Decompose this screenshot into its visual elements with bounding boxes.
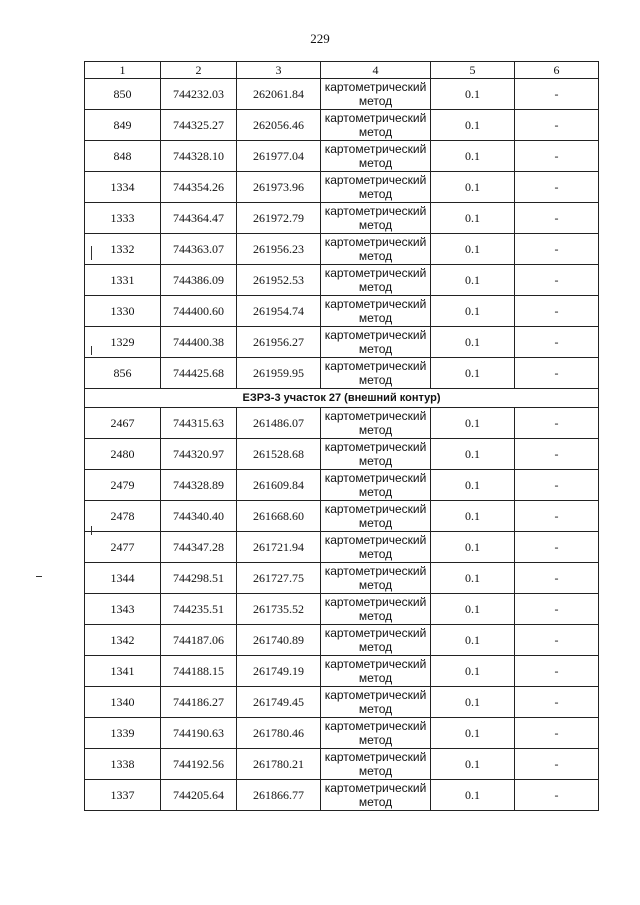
accuracy-cell: 0.1 (431, 656, 515, 687)
x-coordinate-cell: 744328.10 (161, 141, 237, 172)
y-coordinate-cell: 261956.27 (237, 327, 321, 358)
y-coordinate-cell: 261866.77 (237, 780, 321, 811)
column-header: 4 (321, 62, 431, 79)
note-cell: - (515, 625, 599, 656)
scan-mark (36, 576, 42, 577)
method-line-1: картометрический (324, 204, 427, 218)
accuracy-cell: 0.1 (431, 327, 515, 358)
method-line-2: метод (358, 156, 393, 170)
accuracy-cell: 0.1 (431, 265, 515, 296)
accuracy-cell: 0.1 (431, 408, 515, 439)
table-row (85, 141, 599, 172)
note-cell: - (515, 265, 599, 296)
method-line-1: картометрический (324, 595, 427, 609)
y-coordinate-cell: 261721.94 (237, 532, 321, 563)
table-row (85, 172, 599, 203)
method-line-2: метод (358, 342, 393, 356)
method-cell (321, 265, 431, 296)
method-cell (321, 687, 431, 718)
y-coordinate-cell: 261749.19 (237, 656, 321, 687)
point-number-cell: 850 (85, 79, 161, 110)
accuracy-cell: 0.1 (431, 687, 515, 718)
table-row (85, 470, 599, 501)
note-cell: - (515, 110, 599, 141)
method-cell (321, 532, 431, 563)
method-line-1: картометрический (324, 173, 427, 187)
note-cell: - (515, 470, 599, 501)
method-cell (321, 594, 431, 625)
method-line-2: метод (358, 764, 393, 778)
method-line-1: картометрический (324, 359, 427, 373)
method-cell (321, 172, 431, 203)
method-line-2: метод (358, 280, 393, 294)
y-coordinate-cell: 261977.04 (237, 141, 321, 172)
method-cell (321, 439, 431, 470)
note-cell: - (515, 358, 599, 389)
point-number-cell: 1331 (85, 265, 161, 296)
note-cell: - (515, 718, 599, 749)
page-number: 229 (310, 31, 330, 46)
y-coordinate-cell: 261956.23 (237, 234, 321, 265)
method-line-1: картометрический (324, 440, 427, 454)
note-cell: - (515, 687, 599, 718)
point-number-cell: 2478 (85, 501, 161, 532)
note-cell: - (515, 594, 599, 625)
table-row (85, 780, 599, 811)
y-coordinate-cell: 261749.45 (237, 687, 321, 718)
scan-mark (91, 246, 92, 260)
method-line-2: метод (358, 311, 393, 325)
point-number-cell: 1338 (85, 749, 161, 780)
x-coordinate-cell: 744363.07 (161, 234, 237, 265)
accuracy-cell: 0.1 (431, 532, 515, 563)
method-cell (321, 79, 431, 110)
method-line-2: метод (358, 485, 393, 499)
point-number-cell: 1342 (85, 625, 161, 656)
point-number-cell: 2480 (85, 439, 161, 470)
method-line-2: метод (358, 609, 393, 623)
point-number-cell: 2479 (85, 470, 161, 501)
table-row (85, 749, 599, 780)
table-row (85, 594, 599, 625)
x-coordinate-cell: 744232.03 (161, 79, 237, 110)
x-coordinate-cell: 744386.09 (161, 265, 237, 296)
x-coordinate-cell: 744325.27 (161, 110, 237, 141)
x-coordinate-cell: 744400.38 (161, 327, 237, 358)
method-line-1: картометрический (324, 409, 427, 423)
x-coordinate-cell: 744400.60 (161, 296, 237, 327)
x-coordinate-cell: 744187.06 (161, 625, 237, 656)
x-coordinate-cell: 744364.47 (161, 203, 237, 234)
method-cell (321, 780, 431, 811)
method-line-1: картометрический (324, 142, 427, 156)
point-number-cell: 1330 (85, 296, 161, 327)
y-coordinate-cell: 261954.74 (237, 296, 321, 327)
accuracy-cell: 0.1 (431, 296, 515, 327)
note-cell: - (515, 141, 599, 172)
table-row (85, 265, 599, 296)
method-cell (321, 656, 431, 687)
note-cell: - (515, 501, 599, 532)
method-cell (321, 203, 431, 234)
method-cell (321, 234, 431, 265)
method-cell (321, 327, 431, 358)
method-line-2: метод (358, 187, 393, 201)
method-line-1: картометрический (324, 719, 427, 733)
y-coordinate-cell: 261740.89 (237, 625, 321, 656)
method-cell (321, 110, 431, 141)
section-heading: ЕЗРЗ-3 участок 27 (внешний контур) (85, 389, 599, 408)
x-coordinate-cell: 744205.64 (161, 780, 237, 811)
method-line-1: картометрический (324, 471, 427, 485)
scan-mark (91, 526, 92, 535)
point-number-cell: 2467 (85, 408, 161, 439)
x-coordinate-cell: 744347.28 (161, 532, 237, 563)
table-row (85, 625, 599, 656)
method-cell (321, 141, 431, 172)
point-number-cell: 1337 (85, 780, 161, 811)
y-coordinate-cell: 261952.53 (237, 265, 321, 296)
method-line-1: картометрический (324, 80, 427, 94)
method-cell (321, 358, 431, 389)
y-coordinate-cell: 261780.21 (237, 749, 321, 780)
y-coordinate-cell: 261972.79 (237, 203, 321, 234)
method-line-2: метод (358, 423, 393, 437)
note-cell: - (515, 780, 599, 811)
method-line-2: метод (358, 94, 393, 108)
method-line-2: метод (358, 795, 393, 809)
table-row (85, 687, 599, 718)
table-row (85, 408, 599, 439)
method-line-2: метод (358, 454, 393, 468)
method-line-2: метод (358, 125, 393, 139)
method-line-1: картометрический (324, 266, 427, 280)
y-coordinate-cell: 262056.46 (237, 110, 321, 141)
y-coordinate-cell: 261727.75 (237, 563, 321, 594)
method-line-2: метод (358, 249, 393, 263)
accuracy-cell: 0.1 (431, 563, 515, 594)
y-coordinate-cell: 261528.68 (237, 439, 321, 470)
table-row (85, 563, 599, 594)
x-coordinate-cell: 744340.40 (161, 501, 237, 532)
method-cell (321, 408, 431, 439)
y-coordinate-cell: 261609.84 (237, 470, 321, 501)
method-cell (321, 470, 431, 501)
x-coordinate-cell: 744320.97 (161, 439, 237, 470)
table-row (85, 327, 599, 358)
point-number-cell: 856 (85, 358, 161, 389)
x-coordinate-cell: 744190.63 (161, 718, 237, 749)
y-coordinate-cell: 261959.95 (237, 358, 321, 389)
method-line-1: картометрический (324, 564, 427, 578)
scan-mark (91, 346, 92, 355)
point-number-cell: 1333 (85, 203, 161, 234)
note-cell: - (515, 656, 599, 687)
method-line-2: метод (358, 640, 393, 654)
point-number-cell: 1334 (85, 172, 161, 203)
point-number-cell: 848 (85, 141, 161, 172)
table-row (85, 296, 599, 327)
accuracy-cell: 0.1 (431, 234, 515, 265)
x-coordinate-cell: 744192.56 (161, 749, 237, 780)
y-coordinate-cell: 261486.07 (237, 408, 321, 439)
method-line-1: картометрический (324, 111, 427, 125)
accuracy-cell: 0.1 (431, 110, 515, 141)
point-number-cell: 1340 (85, 687, 161, 718)
x-coordinate-cell: 744354.26 (161, 172, 237, 203)
point-number-cell: 1329 (85, 327, 161, 358)
column-header: 6 (515, 62, 599, 79)
note-cell: - (515, 296, 599, 327)
y-coordinate-cell: 261973.96 (237, 172, 321, 203)
accuracy-cell: 0.1 (431, 141, 515, 172)
point-number-cell: 1339 (85, 718, 161, 749)
method-cell (321, 563, 431, 594)
table-row (85, 203, 599, 234)
column-header: 2 (161, 62, 237, 79)
method-line-1: картометрический (324, 781, 427, 795)
note-cell: - (515, 172, 599, 203)
table-row (85, 656, 599, 687)
method-line-2: метод (358, 516, 393, 530)
point-number-cell: 1341 (85, 656, 161, 687)
y-coordinate-cell: 262061.84 (237, 79, 321, 110)
note-cell: - (515, 327, 599, 358)
point-number-cell: 2477 (85, 532, 161, 563)
x-coordinate-cell: 744188.15 (161, 656, 237, 687)
column-header: 1 (85, 62, 161, 79)
table-body (85, 79, 599, 811)
column-header: 3 (237, 62, 321, 79)
method-line-2: метод (358, 671, 393, 685)
point-number-cell: 1332 (85, 234, 161, 265)
table-row (85, 718, 599, 749)
y-coordinate-cell: 261735.52 (237, 594, 321, 625)
accuracy-cell: 0.1 (431, 358, 515, 389)
x-coordinate-cell: 744235.51 (161, 594, 237, 625)
table-row (85, 532, 599, 563)
method-line-2: метод (358, 702, 393, 716)
note-cell: - (515, 234, 599, 265)
x-coordinate-cell: 744328.89 (161, 470, 237, 501)
method-line-1: картометрический (324, 328, 427, 342)
method-line-2: метод (358, 547, 393, 561)
method-line-1: картометрический (324, 533, 427, 547)
table-row (85, 439, 599, 470)
method-line-2: метод (358, 373, 393, 387)
method-cell (321, 749, 431, 780)
accuracy-cell: 0.1 (431, 718, 515, 749)
accuracy-cell: 0.1 (431, 203, 515, 234)
method-line-1: картометрический (324, 657, 427, 671)
method-line-1: картометрический (324, 297, 427, 311)
note-cell: - (515, 749, 599, 780)
method-cell (321, 296, 431, 327)
accuracy-cell: 0.1 (431, 439, 515, 470)
method-line-2: метод (358, 733, 393, 747)
table-row (85, 234, 599, 265)
note-cell: - (515, 532, 599, 563)
point-number-cell: 849 (85, 110, 161, 141)
accuracy-cell: 0.1 (431, 79, 515, 110)
accuracy-cell: 0.1 (431, 501, 515, 532)
coordinates-table (84, 61, 599, 811)
x-coordinate-cell: 744298.51 (161, 563, 237, 594)
table-row (85, 110, 599, 141)
accuracy-cell: 0.1 (431, 470, 515, 501)
accuracy-cell: 0.1 (431, 780, 515, 811)
y-coordinate-cell: 261668.60 (237, 501, 321, 532)
note-cell: - (515, 408, 599, 439)
method-line-2: метод (358, 578, 393, 592)
section-heading-row (85, 389, 599, 408)
method-cell (321, 625, 431, 656)
method-cell (321, 718, 431, 749)
note-cell: - (515, 563, 599, 594)
y-coordinate-cell: 261780.46 (237, 718, 321, 749)
column-number-row (85, 62, 599, 79)
note-cell: - (515, 79, 599, 110)
accuracy-cell: 0.1 (431, 749, 515, 780)
method-line-1: картометрический (324, 750, 427, 764)
note-cell: - (515, 203, 599, 234)
method-line-2: метод (358, 218, 393, 232)
accuracy-cell: 0.1 (431, 625, 515, 656)
x-coordinate-cell: 744315.63 (161, 408, 237, 439)
table-row (85, 79, 599, 110)
accuracy-cell: 0.1 (431, 172, 515, 203)
column-header: 5 (431, 62, 515, 79)
method-line-1: картометрический (324, 502, 427, 516)
point-number-cell: 1343 (85, 594, 161, 625)
method-line-1: картометрический (324, 235, 427, 249)
method-line-1: картометрический (324, 626, 427, 640)
x-coordinate-cell: 744425.68 (161, 358, 237, 389)
method-cell (321, 501, 431, 532)
method-line-1: картометрический (324, 688, 427, 702)
table-row (85, 501, 599, 532)
table-row (85, 358, 599, 389)
note-cell: - (515, 439, 599, 470)
x-coordinate-cell: 744186.27 (161, 687, 237, 718)
point-number-cell: 1344 (85, 563, 161, 594)
accuracy-cell: 0.1 (431, 594, 515, 625)
